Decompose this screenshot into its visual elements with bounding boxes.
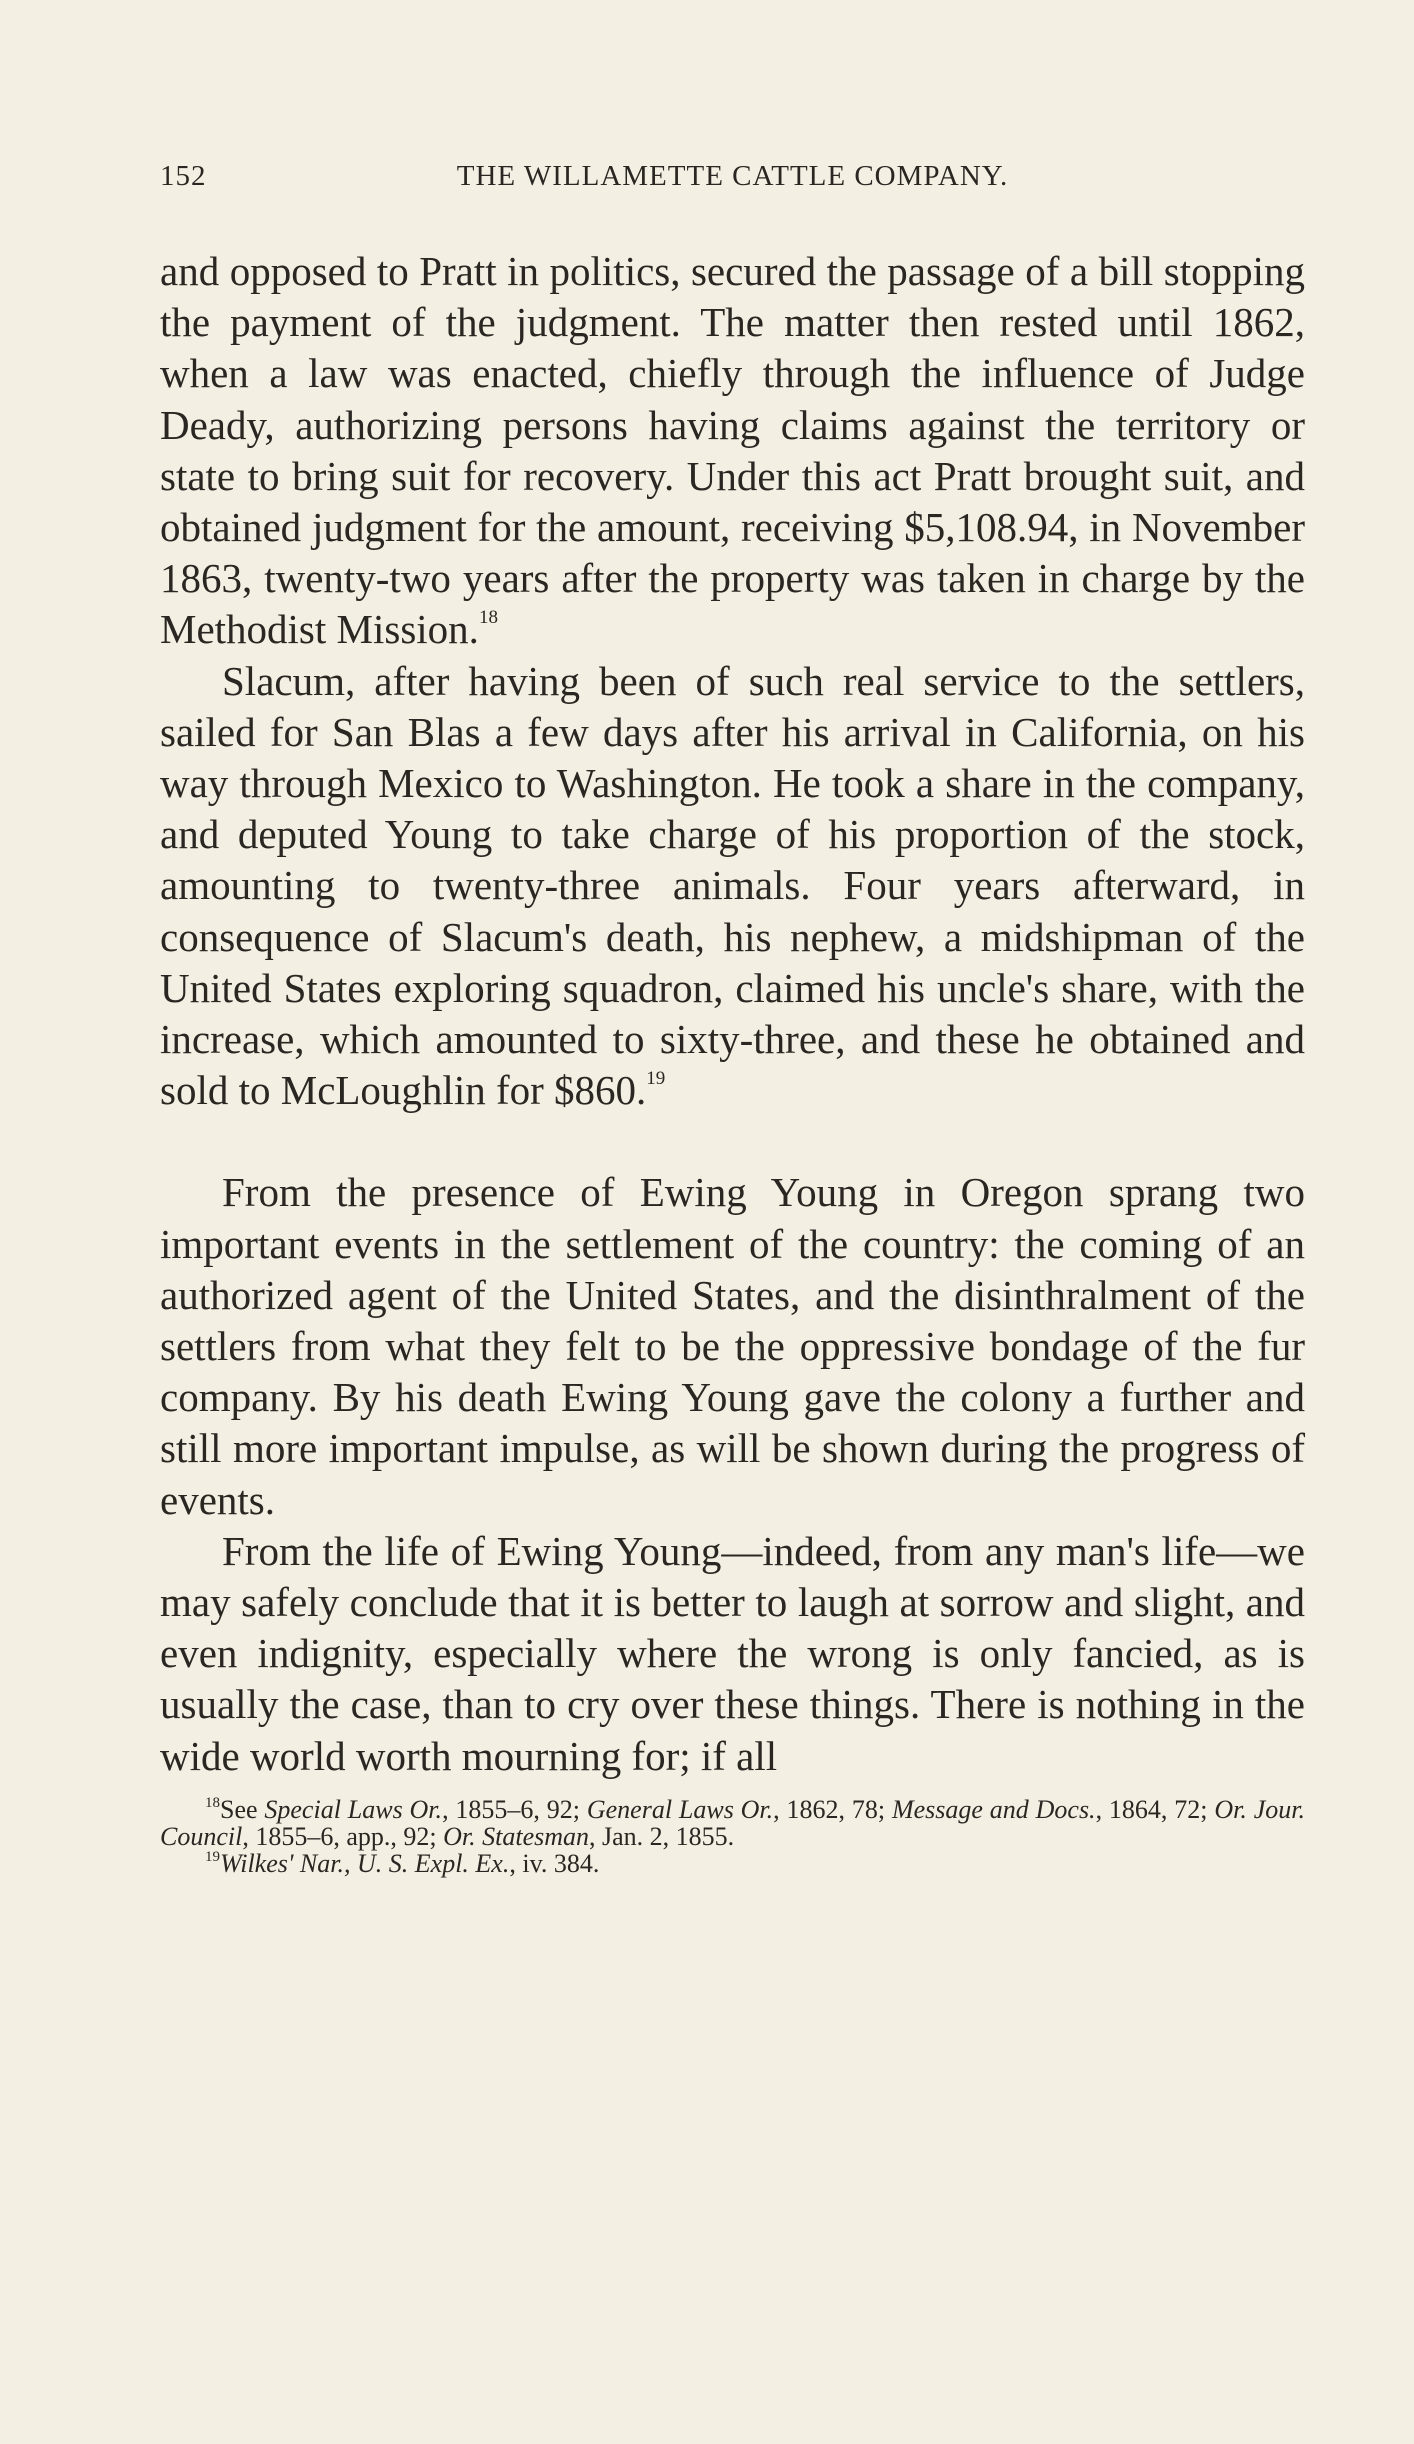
footnote-reference: 18 — [478, 607, 498, 629]
footnote-part: , 1855–6, app., 92; — [242, 1821, 444, 1851]
paragraph-text: From the presence of Ewing Young in Oregon sprang two important events in the settlement of the country: the coming of an authorized agent of the United States, and the disinthralment of the settlers from what they felt to be the oppressive bondage of the fur company. By his death Ewing Young gave the colony a further and still more important impulse, as will be shown during the progress of events. — [160, 1169, 1305, 1523]
book-page — [160, 160, 1305, 1877]
footnote-marker: 18 — [205, 1794, 220, 1811]
paragraph-text: and opposed to Pratt in politics, secured the passage of a bill stopping the payment of the judgment. The matter then rested until 1862, when a law was enacted, chiefly through the influence of Judge Deady, authorizing persons having claims against the territory or state to bring suit for recovery. Under this act Pratt brought suit, and obtained judgment for the amount, receiving $5,108.94, in November 1863, twenty-two years after the property was taken in charge by the Methodist Mission. — [160, 248, 1305, 653]
footnote-part: , 1864, 72; — [1095, 1794, 1215, 1824]
footnote-citation: Special Laws Or. — [264, 1794, 443, 1824]
footnote-citation: Or. Jour. Council — [160, 1794, 1305, 1851]
paragraph-text: From the life of Ewing Young—indeed, from any man's life—we may safely conclude that it is better to laugh at sorrow and slight, and even indignity, especially where the wrong is only fancied, as is usually the case, than to cry over these things. There is nothing in the wide world worth mourning for; if all — [160, 1527, 1305, 1779]
body-text — [160, 246, 1305, 1782]
footnote-reference: 19 — [646, 1068, 666, 1090]
footnote-part: See — [220, 1794, 265, 1824]
footnote — [160, 1850, 1305, 1877]
footnote-marker: 19 — [205, 1848, 220, 1865]
footnote-part: , 1855–6, 92; — [442, 1794, 587, 1824]
page-header — [160, 160, 1305, 206]
footnote-part: , Jan. 2, 1855. — [589, 1821, 735, 1851]
paragraph — [160, 656, 1305, 1117]
paragraph — [160, 1526, 1305, 1782]
running-head: THE WILLAMETTE CATTLE COMPANY. — [456, 160, 1009, 192]
footnote — [160, 1796, 1305, 1850]
footnote-citation: Wilkes' Nar., U. S. Expl. Ex. — [220, 1848, 510, 1878]
footnote-citation: Or. Statesman — [443, 1821, 590, 1851]
paragraph-text: Slacum, after having been of such real service to the settlers, sailed for San Blas a few days after his arrival in California, on his way through Mexico to Washington. He took a share in the company, and deputed Young to take charge of his proportion of the stock, amounting to twenty-three animals. Four years afterward, in consequence of Slacum's death, his nephew, a midshipman of the United States exploring squadron, claimed his uncle's share, with the increase, which amounted to sixty-three, and these he obtained and sold to McLoughlin for $860. — [160, 657, 1305, 1114]
paragraph — [160, 246, 1305, 656]
page-number: 152 — [160, 160, 207, 192]
footnote-citation: Message and Docs. — [891, 1794, 1096, 1824]
footnote-part: , iv. 384. — [509, 1848, 600, 1878]
footnote-citation: General Laws Or. — [586, 1794, 774, 1824]
paragraph — [160, 1167, 1305, 1525]
footnote-part: , 1862, 78; — [773, 1794, 892, 1824]
footnotes — [160, 1796, 1305, 1877]
